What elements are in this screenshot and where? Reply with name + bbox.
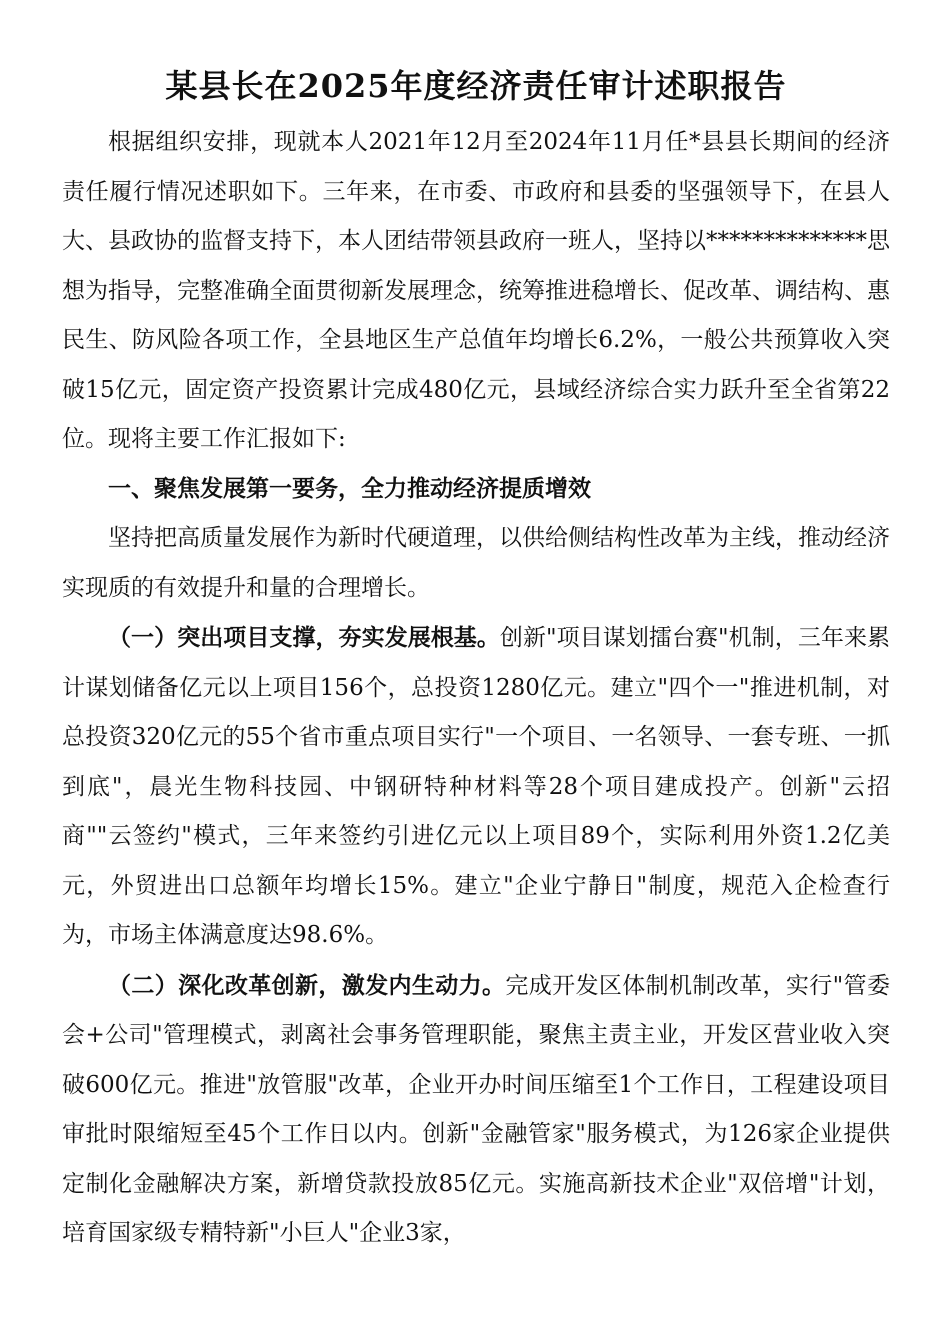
section-intro-paragraph: 坚持把高质量发展作为新时代硬道理，以供给侧结构性改革为主线，推动经济实现质的有效提升和量的合理增长。 xyxy=(62,525,890,601)
document-title: 某县长在2025年度经济责任审计述职报告 xyxy=(165,67,787,105)
item-lead-1: （一）突出项目支撑，夯实发展根基。 xyxy=(108,624,500,651)
item-text-2: 完成开发区体制机制改革，实行"管委会+公司"管理模式，剥离社会事务管理职能，聚焦主责主业，开发区营业收入突破600亿元。推进"放管服"改革，企业开办时间压缩至1个工作日，工程建设项目审批时限缩短至45个工作日以内。创新"金融管家"服务模式，为126家企业提供定制化金融解决方案，新增贷款投放85亿元。实施高新技术企业"双倍增"计划，培育国家级专精特新"小巨人"企业3家， xyxy=(62,972,891,1246)
document-page xyxy=(62,62,890,1259)
item-paragraph-1 xyxy=(62,613,890,961)
item-text-1: 创新"项目谋划擂台赛"机制，三年来累计谋划储备亿元以上项目156个，总投资1280亿元。建立"四个一"推进机制，对总投资320亿元的55个省市重点项目实行"一个项目、一名领导、一套专班、一抓到底"，晨光生物科技园、中钢研特种材料等28个项目建成投产。创新"云招商""云签约"模式，三年来签约引进亿元以上项目89个，实际利用外资1.2亿美元，外贸进出口总额年均增长15%。建立"企业宁静日"制度，规范入企检查行为，市场主体满意度达98.6%。 xyxy=(62,625,890,948)
section-heading: 一、聚焦发展第一要务，全力推动经济提质增效 xyxy=(108,475,591,502)
item-paragraph-2 xyxy=(62,961,890,1259)
item-lead-2: （二）深化改革创新，激发内生动力。 xyxy=(108,971,506,999)
intro-paragraph: 根据组织安排，现就本人2021年12月至2024年11月任*县县长期间的经济责任履行情况述职如下。三年来，在市委、市政府和县委的坚强领导下，在县人大、县政协的监督支持下，本人团结带领县政府一班人，坚持以**************思想为指导，完整准确全面贯彻新发展理念，统筹推进稳增长、促改革、调结构、惠民生、防风险各项工作，全县地区生产总值年均增长6.2%，一般公共预算收入突破15亿元，固定资产投资累计完成480亿元，县域经济综合实力跃升至全省第22位。现将主要工作汇报如下: xyxy=(62,129,890,452)
